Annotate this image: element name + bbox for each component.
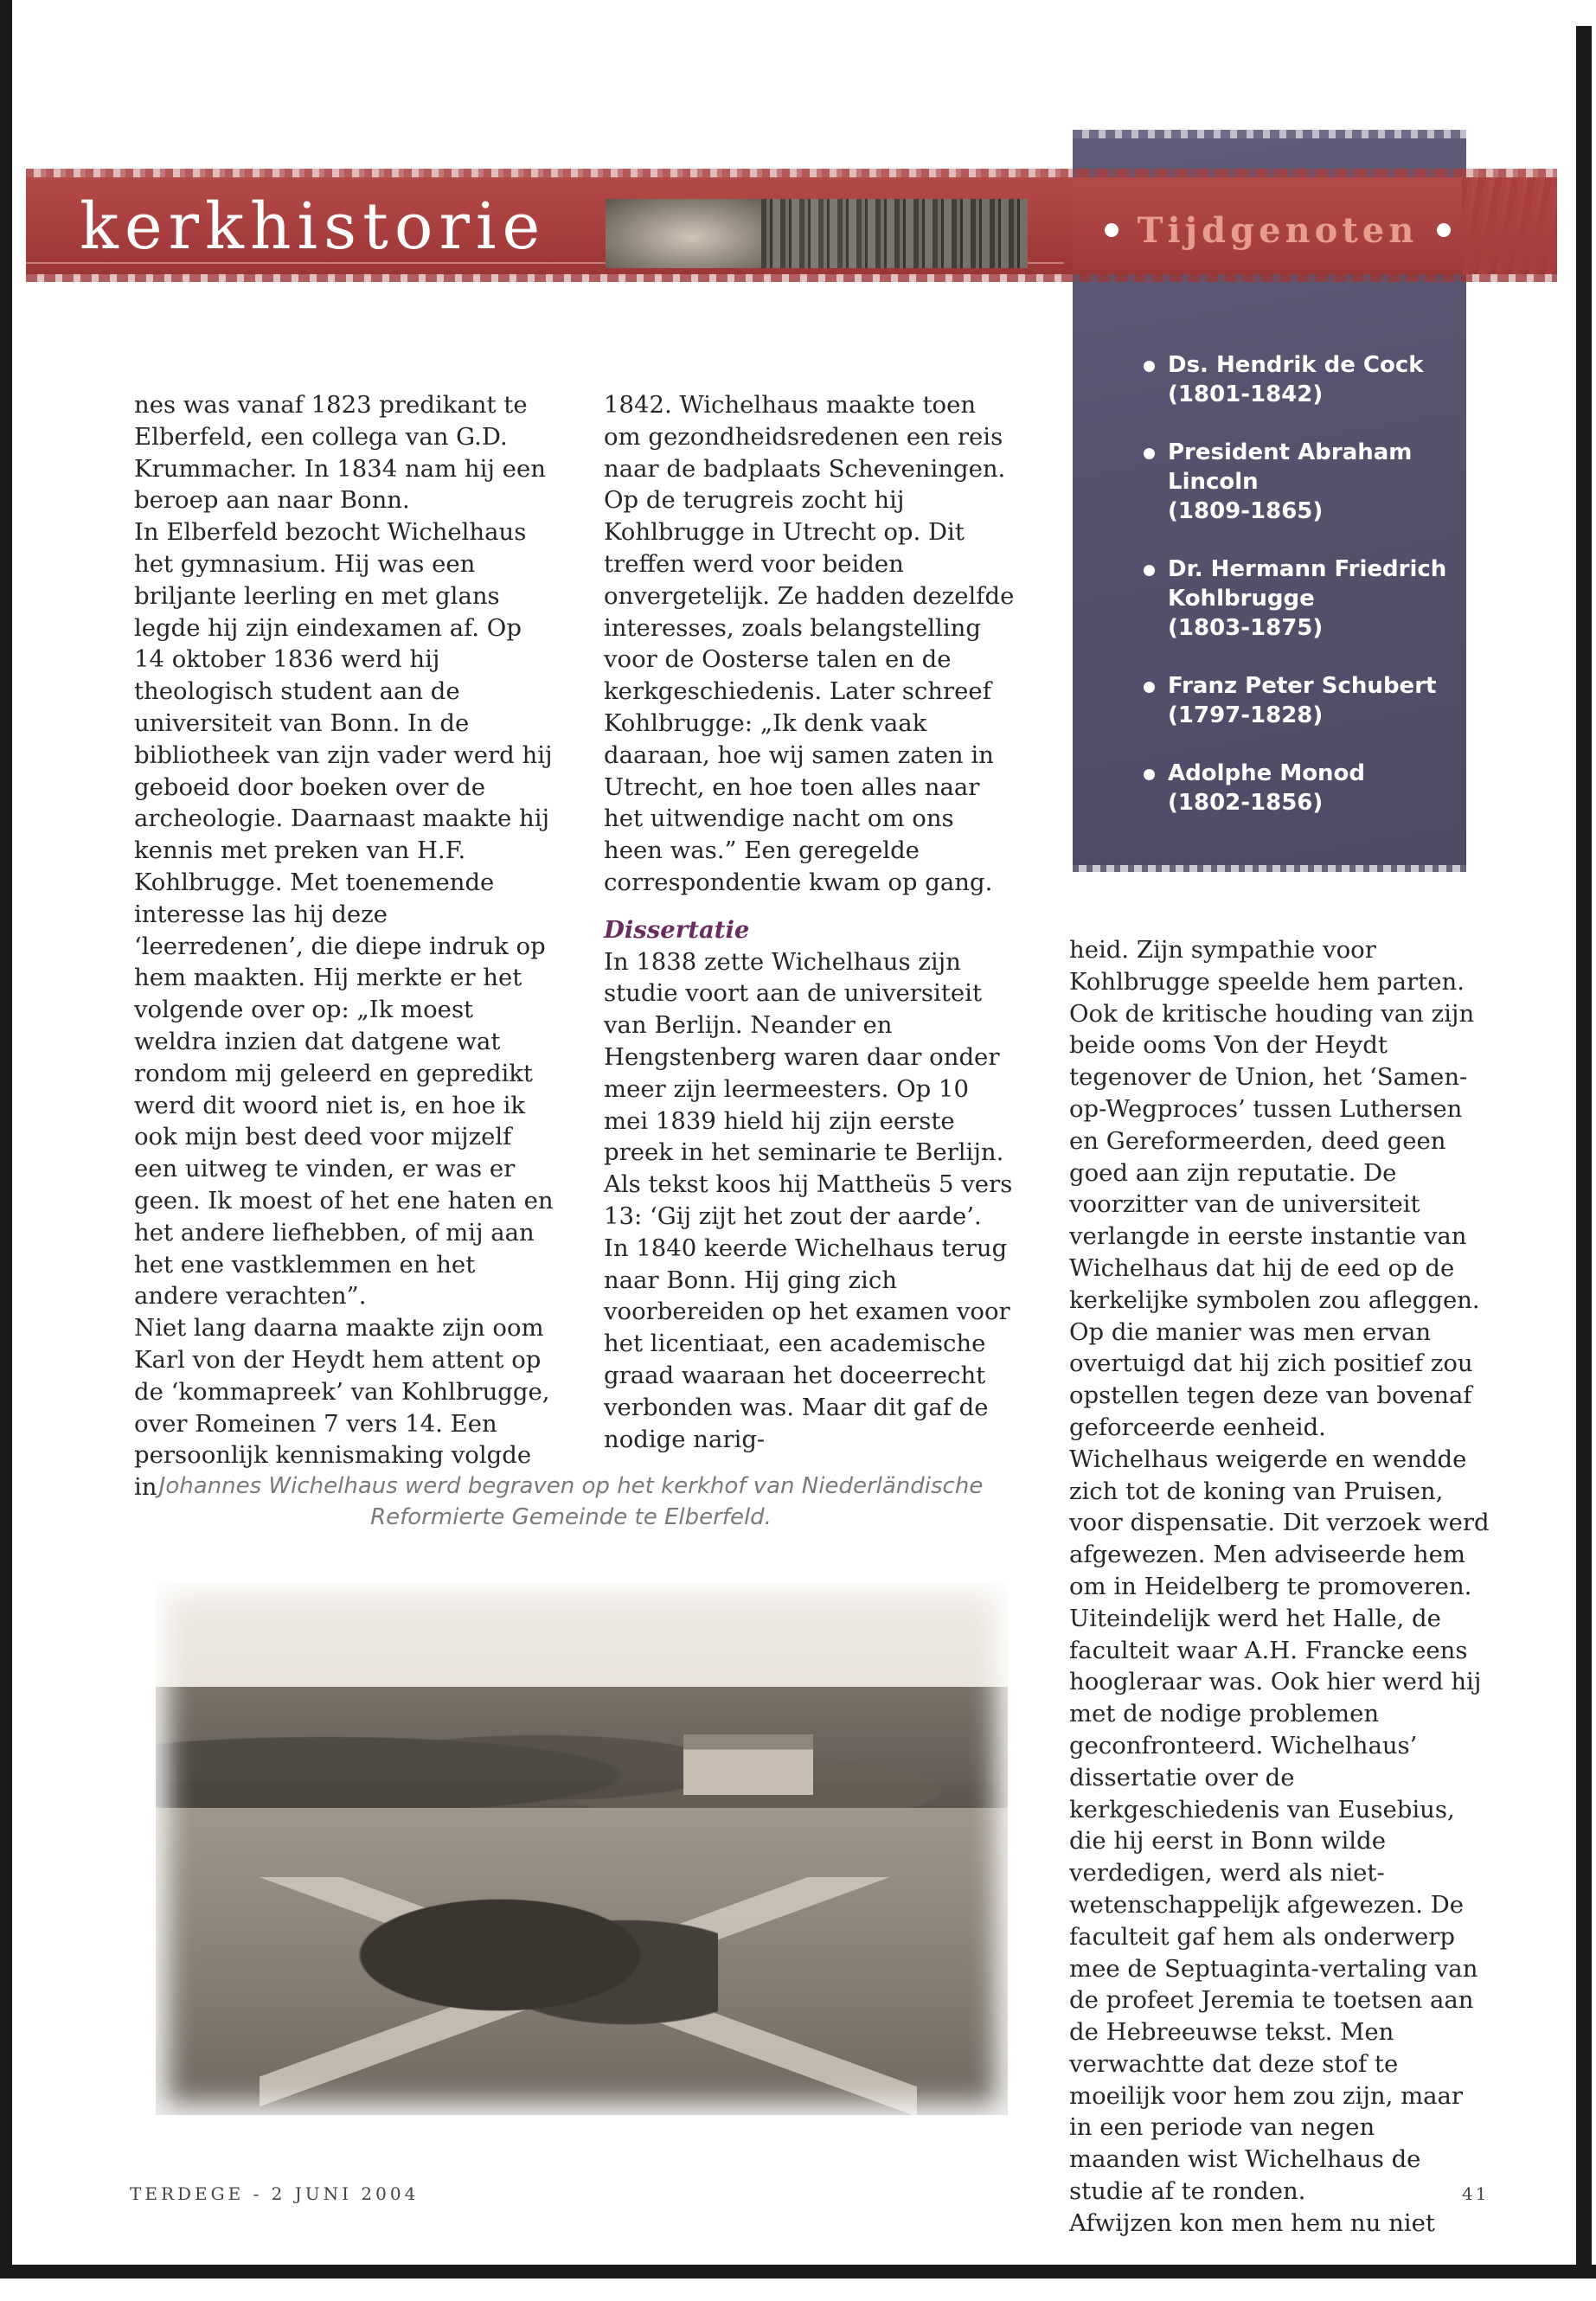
list-item	[1133, 350, 1462, 409]
list-item	[1133, 438, 1462, 526]
paragraph: In Elberfeld bezocht Wichelhaus het gymnasium. Hij was een briljante leerling en met glans legde hij zijn eindexamen af. Op 14 oktober 1836 werd hij theologisch student aan de universiteit van Bonn. In de bibliotheek van zijn vader werd hij geboeid door boeken over de archeologie. Daarnaast maakte hij kennis met preken van H.F. Kohlbrugge. Met toenemende interesse las hij deze ‘leerredenen’, die diepe indruk op hem maakten. Hij merkte er het volgende over op: „Ik moest weldra inzien dat datgene wat rondom mij geleerd en gepredikt werd dit woord niet is, en hoe ik ook mijn best deed voor mijzelf een uitweg te vinden, er was er geen. Ik moest of het ene haten en het andere liefhebben, of mij aan het ene vastklemmen en het andere verachten”.	[134, 518, 554, 1311]
trees-image	[761, 199, 1028, 268]
paragraph: Niet lang daarna maakte zijn oom Karl von der Heydt hem attent op de ‘kommapreek’ van Kohlbrugge, over Romeinen 7 vers 14. Een persoonlijk kennismaking volgde in	[134, 1314, 550, 1502]
contemporary-years: (1797-1828)	[1168, 702, 1324, 728]
sidebar-heading-text: Tijdgenoten	[1137, 209, 1419, 251]
header-band-edge-bottom	[26, 272, 1557, 282]
header-photo-strip	[606, 199, 1028, 268]
paragraph: Wichelhaus weigerde en wendde zich tot de koning van Pruisen, voor dispensatie. Dit verzoek werd afgewezen. Men adviseerde hem om in Heidelberg te promoveren. Uiteindelijk werd het Halle, de faculteit waar A.H. Francke eens hoogleraar was. Ook hier werd hij met de nodige problemen geconfronteerd. Wichelhaus’ dissertatie over de kerkgeschiedenis van Eusebius, die hij eerst in Bonn wilde verdedigen, werd als niet-wetenschappelijk afgewezen. De faculteit gaf hem als onderwerp mee de Septuaginta-vertaling van de profeet Jeremia te toetsen aan de Hebreeuwse tekst. Men verwachtte dat deze stof te moeilijk voor hem zou zijn, maar in een periode van negen maanden wist Wichelhaus de studie af te ronden.	[1069, 1445, 1490, 2206]
list-item	[1133, 554, 1462, 643]
page-border-left	[0, 0, 12, 2279]
contemporary-years: (1803-1875)	[1168, 615, 1324, 641]
contemporaries-list	[1133, 350, 1462, 846]
list-item	[1133, 759, 1462, 817]
contemporary-name: Dr. Hermann Friedrich Kohlbrugge	[1168, 556, 1447, 612]
page-border-bottom	[0, 2265, 1596, 2279]
bullet-icon	[1144, 448, 1155, 459]
bullet-icon	[1144, 565, 1155, 576]
publication-footer: TERDEGE - 2 JUNI 2004	[130, 2183, 420, 2204]
paragraph: nes was vanaf 1823 predikant te Elberfeld, een collega van G.D. Krummacher. In 1834 nam hij een beroep aan naar Bonn.	[134, 391, 546, 515]
bullet-icon	[1144, 769, 1155, 780]
bullet-icon	[1144, 361, 1155, 372]
cemetery-photo	[156, 1583, 1008, 2115]
list-item	[1133, 671, 1462, 730]
photo-vignette	[156, 1583, 1008, 2115]
contemporary-name: Franz Peter Schubert	[1168, 673, 1437, 699]
contemporary-name: Ds. Hendrik de Cock	[1168, 352, 1424, 378]
bullet-icon	[1144, 682, 1155, 693]
photo-caption: Johannes Wichelhaus werd begraven op het kerkhof van Niederländische Reformierte Gemeinde te Elberfeld.	[158, 1473, 984, 1530]
contemporary-name: President Abraham Lincoln	[1168, 439, 1413, 495]
paragraph: In 1838 zette Wichelhaus zijn studie voort aan de universiteit van Berlijn. Neander en Hengstenberg waren daar onder meer zijn leermeesters. Op 10 mei 1839 hield hij zijn eerste preek in het seminarie te Berlijn. Als tekst koos hij Mattheüs 5 vers 13: ‘Gij zijt het zout der aarde’.	[604, 947, 1013, 1230]
section-subheading: Dissertatie	[604, 915, 750, 944]
article-column-2	[604, 389, 1019, 1455]
article-column-1	[134, 389, 558, 1503]
paragraph: heid. Zijn sympathie voor Kohlbrugge speelde hem parten. Ook de kritische houding van zijn beide ooms Von der Heydt tegenover de Union, het ‘Samen-op-Wegproces’ tussen Luthersen en Gereformeerden, deed geen goed aan zijn reputatie. De voorzitter van de universiteit verlangde in eerste instantie van Wichelhaus dat hij de eed op de kerkelijke symbolen zou afleggen. Op die manier was men ervan overtuigd dat hij zich positief zou opstellen tegen deze van bovenaf geforceerde eenheid.	[1069, 936, 1480, 1441]
paragraph: In 1840 keerde Wichelhaus terug naar Bonn. Hij ging zich voorbereiden op het examen voor het licentiaat, een academische graad waaraan het doceerrecht verbonden was. Maar dit gaf de nodige narig-	[604, 1234, 1010, 1453]
contemporary-years: (1801-1842)	[1168, 381, 1324, 407]
bullet-icon	[1105, 223, 1118, 237]
paragraph: Afwijzen kon men hem nu niet	[1069, 2208, 1435, 2237]
contemporary-name: Adolphe Monod	[1168, 760, 1366, 786]
bullet-icon	[1437, 223, 1451, 237]
article-column-3	[1069, 934, 1493, 2240]
contemporary-years: (1802-1856)	[1168, 790, 1324, 816]
sidebar-heading	[1092, 204, 1464, 256]
section-title: kerkhistorie	[80, 189, 547, 264]
header-band-tail	[1462, 177, 1557, 274]
contemporary-years: (1809-1865)	[1168, 498, 1324, 524]
paragraph: 1842. Wichelhaus maakte toen om gezondheidsredenen een reis naar de badplaats Scheveningen. Op de terugreis zocht hij Kohlbrugge in Utrecht op. Dit treffen werd voor beiden onvergetelijk. Ze hadden dezelfde interesses, zoals belangstelling voor de Oosterse talen en de kerkgeschiedenis. Later schreef Kohlbrugge: „Ik denk vaak daaraan, hoe wij samen zaten in Utrecht, en hoe toen alles naar het uitwendige nacht om ons heen was.” Een geregelde correspondentie kwam op gang.	[604, 391, 1015, 896]
portrait-image	[606, 199, 761, 268]
sidebar-edge-bottom	[1073, 862, 1466, 872]
page-number: 41	[1462, 2183, 1490, 2204]
page-border-right	[1576, 26, 1592, 2275]
